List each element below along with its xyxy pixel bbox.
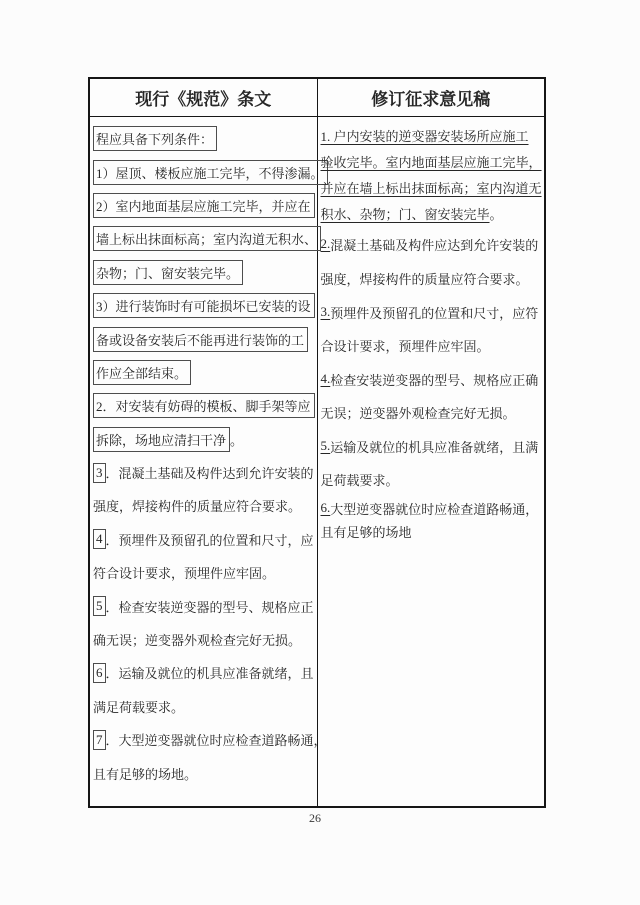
deleted-text-box: 备或设备安装后不能再进行装饰的工 [93,327,308,352]
text-run: 且有足够的场地 [320,524,412,540]
inserted-number-underlined: 3. [320,304,331,320]
text-run: ．大型逆变器就位时应检查道路畅通， [105,733,327,749]
text-line [93,756,317,789]
text-line [93,222,317,255]
text-line [93,189,317,222]
text-line [321,296,545,330]
text-line [93,356,317,389]
text-line [93,723,327,756]
deleted-number-box: 6 [93,663,106,683]
deleted-text-box: 2．对安装有妨碍的模板、脚手架等应 [93,393,315,418]
inserted-number-underlined: 2. [320,236,331,251]
deleted-number-box: 3 [93,463,106,483]
text-line [93,589,317,622]
text-line [321,396,545,430]
text-run: 。 [230,432,244,448]
text-run: 预埋件及预留孔的位置和尺寸，应符 [330,305,539,321]
text-run: ．混凝土基础及构件达到允许安装的 [105,466,314,482]
text-line [93,556,317,589]
text-run: 符合设计要求，预埋件应牢固。 [93,566,276,582]
text-line [321,463,545,497]
text-run: ．运输及就位的机具应准备就绪，且 [105,666,314,682]
text-line [321,148,545,174]
text-run: 强度，焊接构件的质量应符合要求。 [93,499,302,515]
text-line [321,262,545,296]
text-line [321,430,545,464]
inserted-text-underlined: 积水、杂物；门、窗安装完毕 [320,206,490,222]
text-line [93,690,317,723]
text-line [93,322,317,355]
deleted-text-box: 作应全部结束。 [93,360,191,385]
comparison-table [88,77,546,808]
text-line [93,423,317,456]
text-line [321,174,545,200]
text-run: 检查安装逆变器的型号、规格应正确 [330,372,539,388]
text-line [93,656,317,689]
inserted-text-underlined: 并应在墙上标出抹面标高；室内沟道无 [320,180,542,196]
text-run: 足荷载要求。 [320,473,399,489]
inserted-text-underlined: 验收完毕。室内地面基层应施工完毕， [320,154,542,170]
text-run: ．检查安装逆变器的型号、规格应正 [105,599,314,615]
text-run: 且有足够的场地。 [93,766,198,782]
current-spec-column [90,117,327,806]
text-run: 强度，焊接构件的质量应符合要求。 [320,272,529,288]
deleted-text-box: 3）进行装饰时有可能损坏已安装的设 [93,293,315,318]
text-line [321,226,545,262]
text-line [93,289,317,322]
table-header-row [90,79,544,117]
deleted-text-box: 2）室内地面基层应施工完毕，并应在 [93,193,315,218]
text-line [93,155,324,188]
text-run: 运输及就位的机具应准备就绪，且满 [330,439,539,455]
page-number: 26 [309,811,321,825]
text-run: 混凝土基础及构件应达到允许安装的 [330,237,539,253]
text-run: 满足荷载要求。 [93,699,185,715]
deleted-number-box: 7 [93,730,106,750]
inserted-number-underlined: 6. [320,500,331,515]
text-run: ．预埋件及预留孔的位置和尺寸，应 [105,532,314,548]
text-run: 。 [489,206,503,222]
text-run: 大型逆变器就位时应检查道路畅通， [330,501,539,517]
text-run: 确无误；逆变器外观检查完好无损。 [93,633,302,649]
deleted-text-box: 墙上标出抹面标高；室内沟道无积水、 [93,226,321,251]
text-line [93,623,317,656]
text-line [321,200,545,226]
header-current-spec: 现行《规范》条文 [90,79,318,116]
revision-draft-column [318,117,545,806]
text-line [93,456,317,489]
inserted-number-underlined: 5. [320,438,331,454]
text-line [321,122,545,148]
text-line [93,489,317,522]
text-line [93,523,317,556]
text-line [321,329,545,363]
deleted-text-box: 程应具备下列条件： [93,126,217,151]
inserted-number-underlined: 4. [320,371,331,387]
deleted-number-box: 5 [93,596,106,616]
text-line [93,389,317,422]
deleted-text-box: 杂物；门、窗安装完毕。 [93,260,243,285]
header-revision-draft: 修订征求意见稿 [371,90,491,109]
text-run: 合设计要求，预埋件应牢固。 [320,339,490,355]
table-body-row [90,117,544,806]
text-run: 无误；逆变器外观检查完好无损。 [320,406,516,422]
deleted-text-box: 1）屋顶、楼板应施工完毕，不得渗漏。 [93,160,328,185]
text-line [321,497,545,520]
deleted-text-box: 拆除，场地应清扫干净 [93,427,230,452]
deleted-number-box: 4 [93,529,106,549]
text-line [93,256,317,289]
text-line [321,363,545,397]
text-line [321,520,545,543]
inserted-text-underlined: 1. 户内安装的逆变器安装场所应施工 [320,128,529,144]
text-line [93,122,317,155]
